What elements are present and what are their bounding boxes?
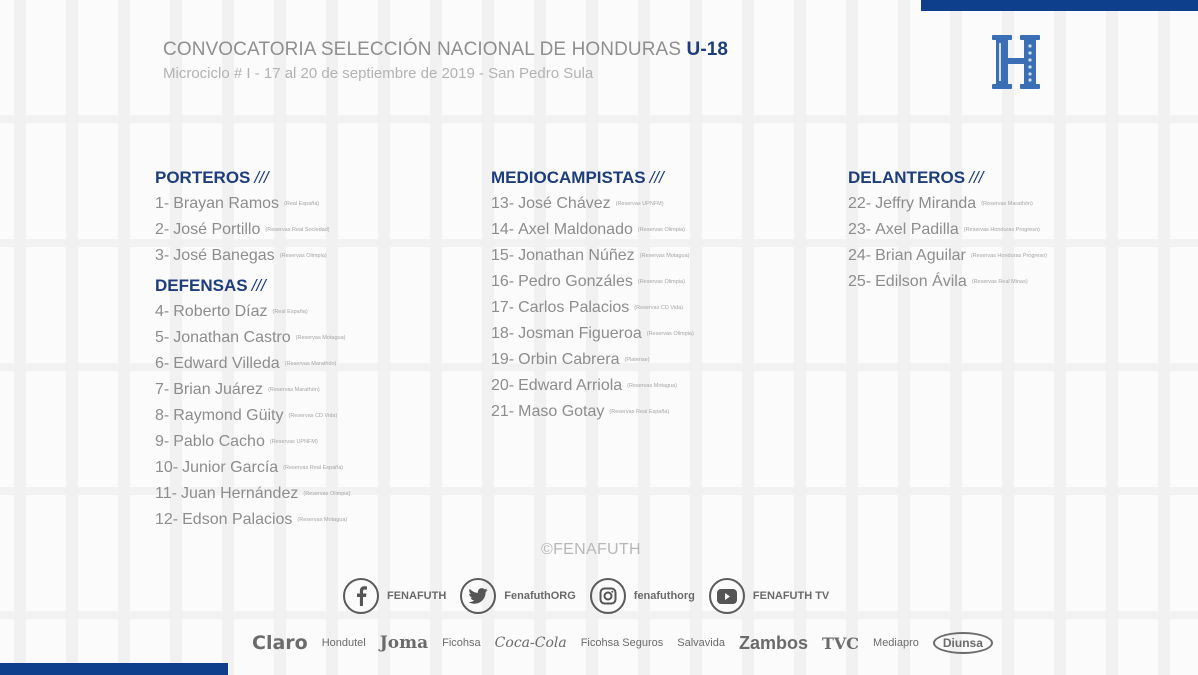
- player-row: 18- Josman Figueroa (Reservas Olimpia): [491, 325, 694, 343]
- section-delanteros-title: DELANTEROS ///: [848, 168, 984, 187]
- sponsor-mediapro-logo: Mediapro: [873, 637, 919, 649]
- player-row: 5- Jonathan Castro (Reservas Motagua): [155, 329, 346, 347]
- player-row: 24- Brian Aguilar (Reservas Honduras Progreso): [848, 247, 1047, 265]
- copyright: ©FENAFUTH: [541, 541, 641, 558]
- page-title: CONVOCATORIA SELECCIÓN NACIONAL DE HONDURAS U-18: [163, 39, 729, 60]
- sponsor-logos: [252, 632, 1007, 654]
- social-links: [343, 578, 843, 614]
- social-instagram[interactable]: fenafuthorg: [590, 578, 695, 614]
- player-row: 22- Jeffry Miranda (Reservas Marathón): [848, 195, 1033, 213]
- honduras-h-logo-icon: [990, 33, 1042, 91]
- sponsor-claro-logo: Claro: [252, 632, 308, 654]
- page-subtitle: Microciclo # I - 17 al 20 de septiembre de 2019 - San Pedro Sula: [163, 65, 594, 82]
- header: [163, 39, 728, 82]
- column-defense: [155, 165, 350, 533]
- player-row: 15- Jonathan Núñez (Reservas Motagua): [491, 247, 690, 265]
- player-row: 1- Brayan Ramos (Real España): [155, 195, 320, 213]
- player-row: 21- Maso Gotay (Reservas Real España): [491, 403, 670, 421]
- social-facebook[interactable]: FENAFUTH: [343, 578, 446, 614]
- player-row: 23- Axel Padilla (Reservas Honduras Progreso): [848, 221, 1040, 239]
- player-row: 14- Axel Maldonado (Reservas Olimpia): [491, 221, 685, 239]
- player-row: 17- Carlos Palacios (Reservas CD Vida): [491, 299, 684, 317]
- sponsor-joma-logo: Joma: [379, 633, 429, 653]
- player-row: 20- Edward Arriola (Reservas Motagua): [491, 377, 677, 395]
- top-accent-bar: [921, 0, 1198, 11]
- sponsor-cocacola-logo: Coca-Cola: [494, 635, 567, 651]
- social-youtube[interactable]: FENAFUTH TV: [709, 578, 829, 614]
- player-row: 4- Roberto Díaz (Real España): [155, 303, 308, 321]
- section-mediocampistas-title: MEDIOCAMPISTAS ///: [491, 168, 664, 187]
- sponsor-zambos-logo: Zambos: [738, 632, 808, 653]
- sponsor-salvavida-logo: Salvavida: [677, 637, 725, 649]
- player-row: 10- Junior García (Reservas Real España): [155, 459, 344, 477]
- social-twitter[interactable]: FenafuthORG: [460, 578, 576, 614]
- column-attack: [848, 165, 1047, 295]
- sponsor-tvc-logo: TVC: [821, 633, 860, 653]
- sponsor-ficohsa-logo: Ficohsa: [442, 637, 481, 649]
- section-defensas-title: DEFENSAS ///: [155, 276, 266, 295]
- facebook-icon: [343, 578, 379, 614]
- player-row: 2- José Portillo (Reservas Real Sociedad): [155, 221, 330, 239]
- player-row: 9- Pablo Cacho (Reservas UPNFM): [155, 433, 318, 451]
- sponsor-diunsa-logo: Diunsa: [933, 632, 993, 654]
- player-row: 11- Juan Hernández (Reservas Olimpia): [155, 485, 351, 503]
- player-row: 6- Edward Villeda (Reservas Marathón): [155, 355, 337, 373]
- player-row: 8- Raymond Güity (Reservas CD Vida): [155, 407, 338, 425]
- player-row: 13- José Chávez (Reservas UPNFM): [491, 195, 664, 213]
- section-porteros-title: PORTEROS ///: [155, 168, 269, 187]
- player-row: 3- José Banegas (Reservas Olimpia): [155, 247, 327, 265]
- youtube-icon: [709, 578, 745, 614]
- bottom-accent-bar: [0, 663, 228, 675]
- instagram-icon: [590, 578, 626, 614]
- sponsor-hondutel-logo: Hondutel: [321, 637, 366, 649]
- player-row: 16- Pedro Gonzáles (Reservas Olimpia): [491, 273, 685, 291]
- player-row: 19- Orbin Cabrera (Platense): [491, 351, 650, 369]
- player-row: 7- Brian Juárez (Reservas Marathón): [155, 381, 320, 399]
- sponsor-ficohsa-seguros-logo: Ficohsa Seguros: [580, 637, 664, 649]
- category-badge: U-18: [686, 39, 729, 60]
- twitter-icon: [460, 578, 496, 614]
- column-midfield: [491, 165, 694, 425]
- player-row: 25- Edilson Ávila (Reservas Real Minas): [848, 273, 1028, 291]
- player-row: 12- Edson Palacios (Reservas Motagua): [155, 511, 348, 529]
